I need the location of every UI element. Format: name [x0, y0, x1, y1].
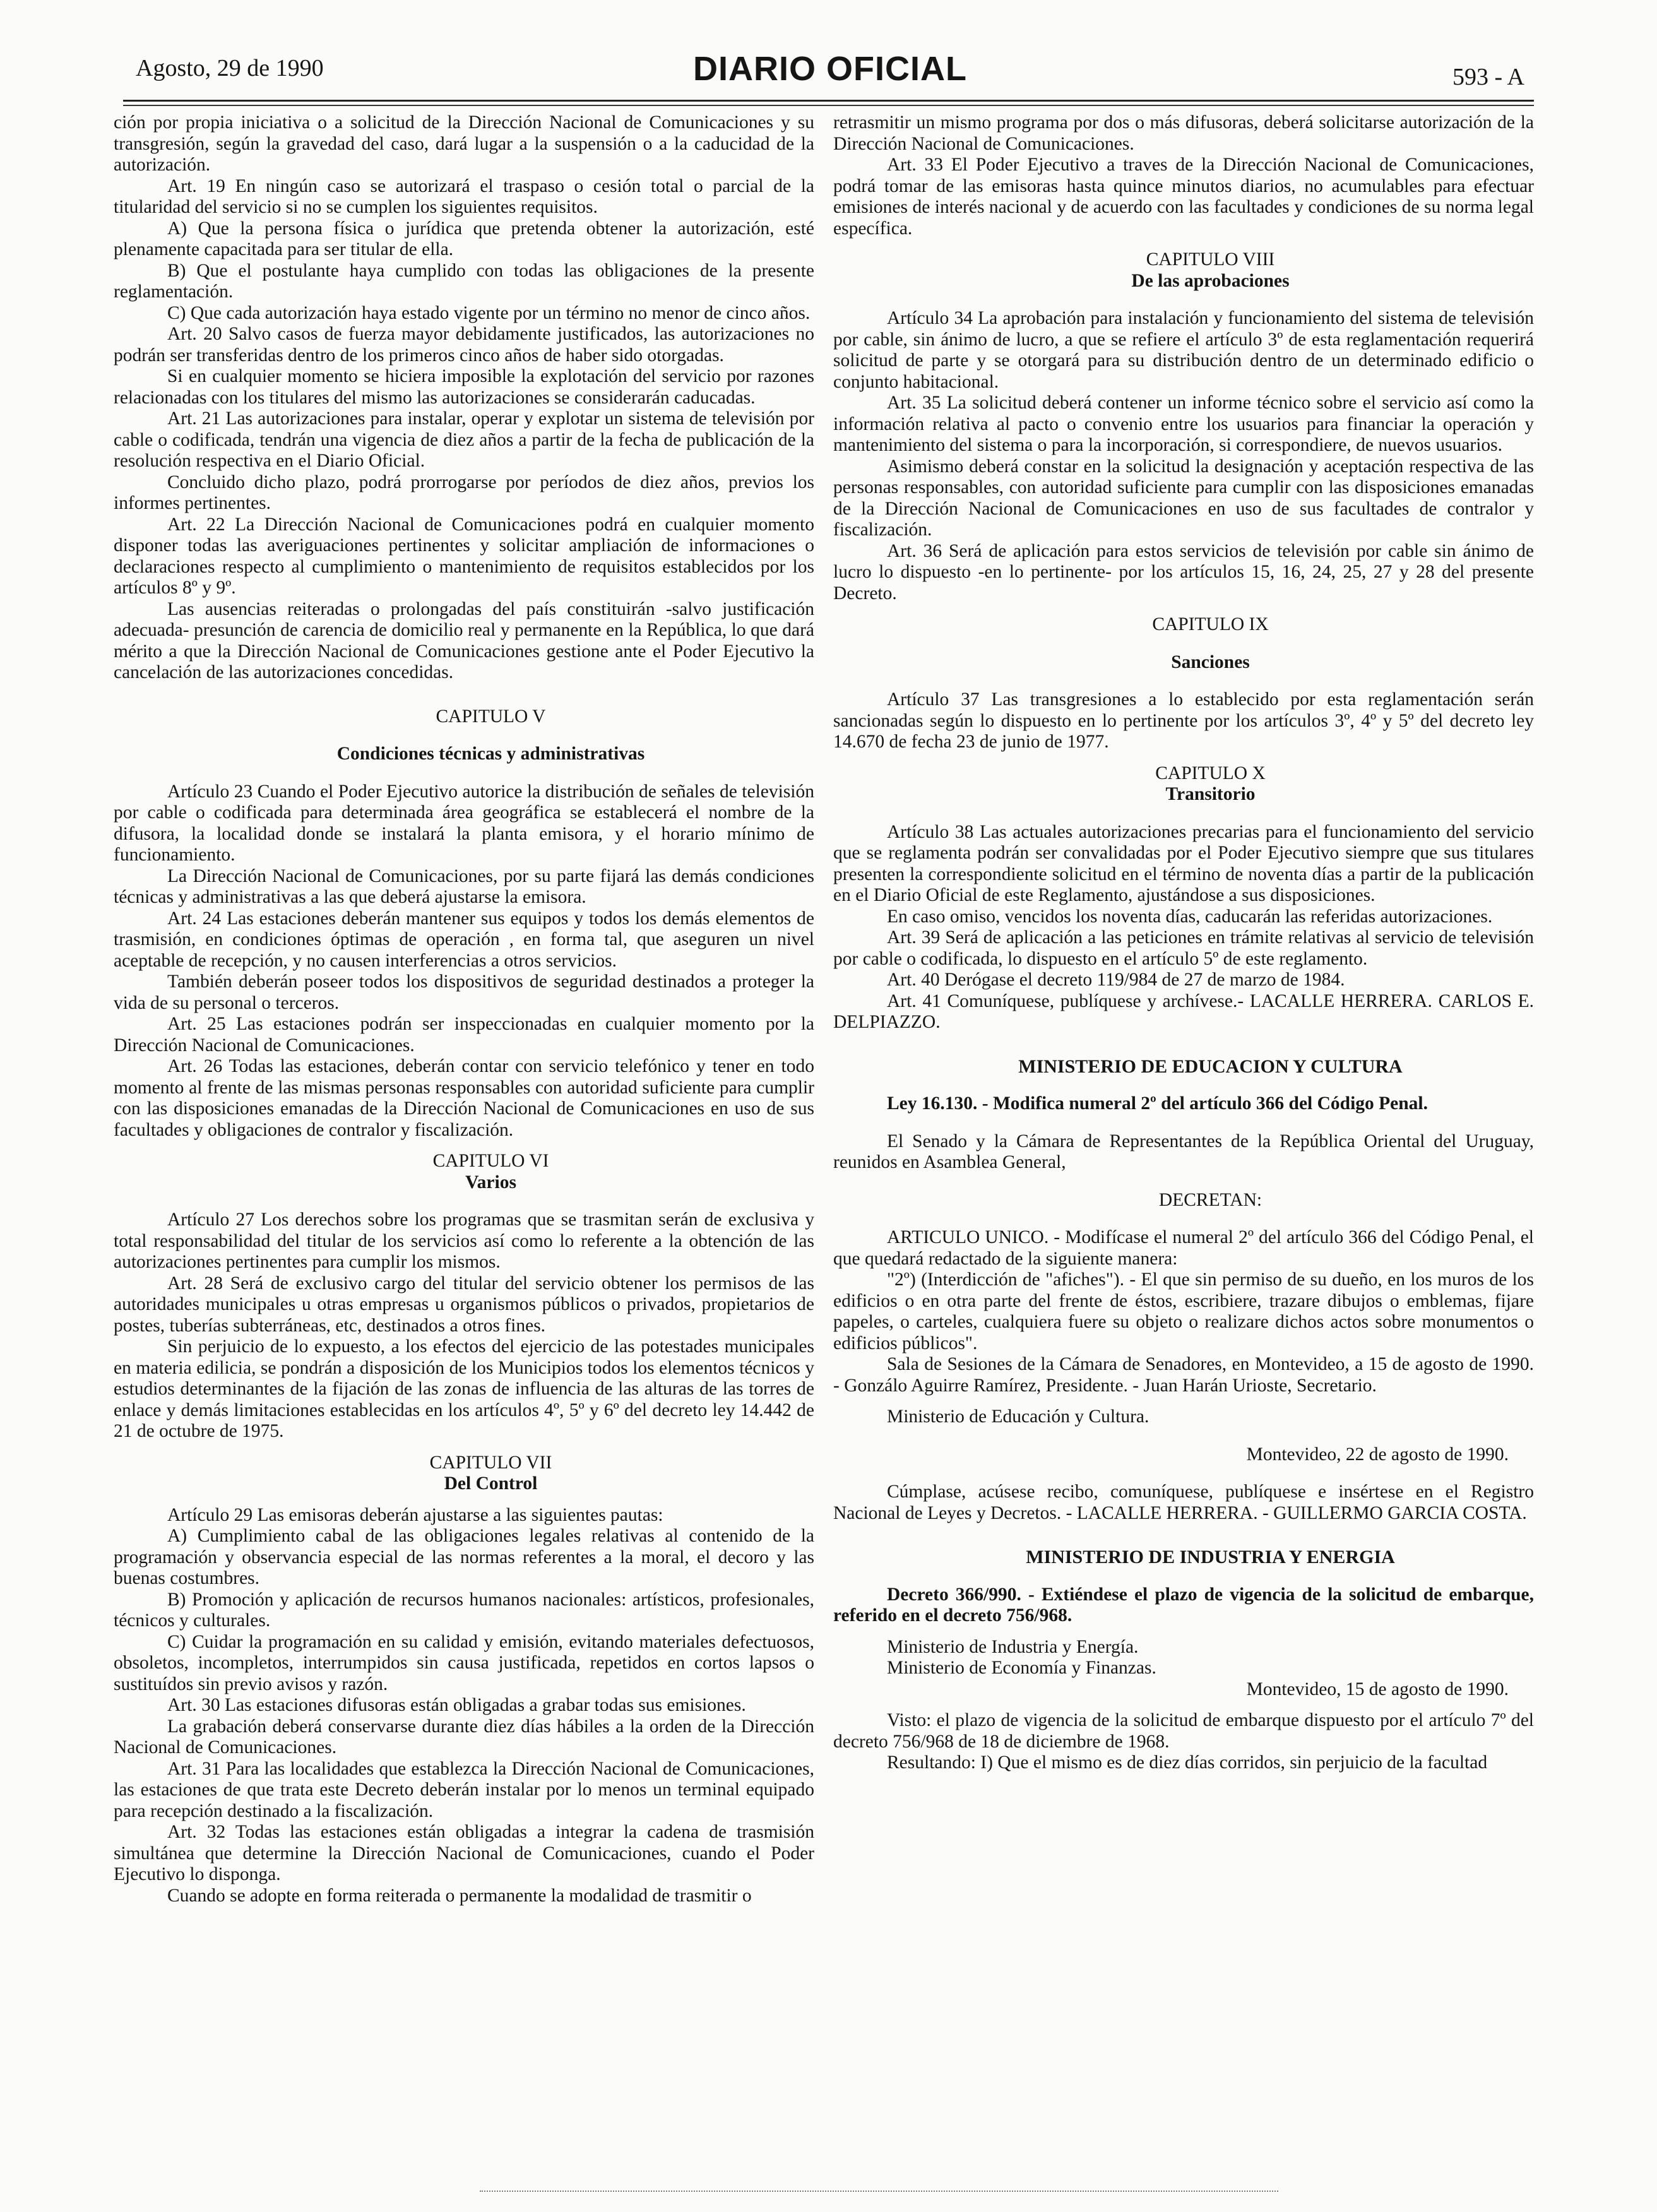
chapter-heading: CAPITULO X: [1155, 763, 1266, 783]
chapter-subheading: De las aprobaciones: [1131, 270, 1290, 291]
paragraph: Art. 36 Será de aplicación para estos servicios de televisión por cable sin ánimo de lucro lo dispuesto -en lo pertinente- por los artículos 15, 16, 24, 25, 27 y 28 del presente Decreto.: [833, 540, 1534, 604]
paragraph: Art. 39 Será de aplicación a las peticiones en trámite relativas al servicio de televisión por cable o codificada, lo dispuesto en el artículo 5º de este reglamento.: [833, 927, 1534, 969]
paragraph: Asimismo deberá constar en la solicitud la designación y aceptación respectiva de las personas responsables, con autoridad suficiente para cumplir con las disposiciones emanadas de la Dirección Nacional de Comunicaciones en uso de sus facultades de contralor y fiscalización.: [833, 456, 1534, 540]
chapter-heading: CAPITULO IX: [1152, 614, 1269, 634]
chapter-heading: CAPITULO VI: [432, 1151, 549, 1171]
paragraph: Art. 35 La solicitud deberá contener un informe técnico sobre el servicio así como la información relativa al pacto o convenio entre los usuarios para financiar la operación y mantenimiento del sistema o para la incorporación, si correspondiere, de nuevos usuarios.: [833, 393, 1534, 455]
footer-rule: [480, 2191, 1278, 2192]
paragraph: Artículo 29 Las emisoras deberán ajustarse a las siguientes pautas:: [167, 1504, 663, 1525]
paragraph: Art. 20 Salvo casos de fuerza mayor debidamente justificados, las autorizaciones no podrán ser transferidas dentro de los primeros cinco años de haber sido otorgadas.: [114, 324, 814, 366]
publication-title: DIARIO OFICIAL: [693, 50, 967, 88]
paragraph: Resultando: I) Que el mismo es de diez días corridos, sin perjuicio de la facultad: [887, 1752, 1488, 1773]
paragraph: Artículo 38 Las actuales autorizaciones precarias para el funcionamiento del servicio que se reglamenta podrán ser convalidadas por el Poder Ejecutivo siempre que sus titulares presenten la correspondiente solicitud en el término de noventa días a partir de la publicación en el Diario Oficial de este Reglamento, ajustándose a sus disposiciones.: [833, 821, 1534, 905]
paragraph: Art. 41 Comuníquese, publíquese y archívese.- LACALLE HERRERA. CARLOS E. DELPIAZZO.: [833, 990, 1534, 1032]
paragraph: Concluido dicho plazo, podrá prorrogarse por períodos de diez años, previos los informes pertinentes.: [114, 472, 814, 513]
paragraph: Si en cualquier momento se hiciera imposible la explotación del servicio por razones relacionadas con los titulares del mismo las autorizaciones se considerarán caducadas.: [114, 366, 814, 408]
paragraph: Cúmplase, acúsese recibo, comuníquese, publíquese e insértese en el Registro Nacional de Leyes y Decretos. - LACALLE HERRERA. - GUILLERMO GARCIA COSTA.: [833, 1482, 1534, 1523]
ministry-heading: MINISTERIO DE EDUCACION Y CULTURA: [1018, 1055, 1403, 1077]
page-header: [136, 49, 1524, 100]
paragraph: C) Que cada autorización haya estado vigente por un término no menor de cinco años.: [167, 302, 811, 323]
paragraph: ción por propia iniciativa o a solicitud de la Dirección Nacional de Comunicaciones y su transgresión, según la gravedad del caso, dará lugar a la suspensión o a la caducidad de la autorización.: [114, 112, 814, 175]
paragraph: A) Cumplimiento cabal de las obligaciones legales relativas al contenido de la programación y observancia especial de las normas referentes a la moral, el decoro y las buenas costumbres.: [114, 1526, 814, 1588]
paragraph: ARTICULO UNICO. - Modifícase el numeral 2º del artículo 366 del Código Penal, el que quedará redactado de la siguiente manera:: [833, 1227, 1534, 1269]
paragraph: La Dirección Nacional de Comunicaciones, por su parte fijará las demás condiciones técnicas y administrativas a las que deberá ajustarse la emisora.: [114, 865, 814, 907]
chapter-subheading: Del Control: [444, 1473, 538, 1494]
chapter-heading: CAPITULO VIII: [1146, 249, 1275, 270]
date-line: Montevideo, 15 de agosto de 1990.: [1246, 1679, 1509, 1699]
paragraph: Artículo 27 Los derechos sobre los programas que se trasmitan serán de exclusiva y total responsabilidad del titular de los servicios así como lo referente a la obtención de las autorizaciones pertinentes para cumplir los mismos.: [114, 1210, 814, 1272]
paragraph: También deberán poseer todos los dispositivos de seguridad destinados a proteger la vida de su personal o terceros.: [114, 972, 814, 1013]
paragraph: Sala de Sesiones de la Cámara de Senadores, en Montevideo, a 15 de agosto de 1990. - Gonzálo Aguirre Ramírez, Presidente. - Juan Harán Urioste, Secretario.: [833, 1354, 1534, 1396]
chapter-subheading: Sanciones: [1171, 651, 1250, 672]
chapter-subheading: Varios: [465, 1172, 516, 1192]
paragraph: Art. 33 El Poder Ejecutivo a traves de la Dirección Nacional de Comunicaciones, podrá tomar de las emisoras hasta quince minutos diarios, no acumulables para efectuar emisiones de interés nacional y de acuerdo con las facultades y condiciones de su norma legal específica.: [833, 155, 1534, 239]
page-number: 593 - A: [1452, 64, 1524, 90]
paragraph: Ministerio de Economía y Finanzas.: [887, 1658, 1156, 1678]
paragraph: Art. 19 En ningún caso se autorizará el traspaso o cesión total o parcial de la titularidad del servicio si no se cumplen los siguientes requisitos.: [114, 175, 814, 217]
paragraph: Artículo 37 Las transgresiones a lo establecido por esta reglamentación serán sancionadas según lo dispuesto en lo pertinente por los artículos 3º, 4º y 5º del decreto ley 14.670 de fecha 23 de junio de 1977.: [833, 689, 1534, 752]
chapter-heading: CAPITULO V: [436, 706, 546, 727]
paragraph: Cuando se adopte en forma reiterada o permanente la modalidad de trasmitir o: [167, 1885, 752, 1906]
chapter-subheading: Condiciones técnicas y administrativas: [336, 744, 645, 764]
paragraph: retrasmitir un mismo programa por dos o más difusoras, deberá solicitarse autorización de la Dirección Nacional de Comunicaciones.: [833, 112, 1534, 154]
paragraph: Art. 26 Todas las estaciones, deberán contar con servicio telefónico y tener en todo momento al frente de las mismas personas responsables con autoridad suficiente para cumplir con las disposiciones emanadas de la Dirección Nacional de Comunicaciones en uso de sus facultades y obligaciones de contralor y fiscalización.: [114, 1056, 814, 1140]
right-column: [833, 112, 1534, 1774]
paragraph: "2º) (Interdicción de "afiches"). - El que sin permiso de su dueño, en los muros de los edificios o en otra parte del frente de éstos, escribiere, trazare dibujos o emblemas, fijare papeles, o carteles, cualquiera fuere su objeto o realizare dichos actos sobre monumentos o edificios públicos".: [833, 1270, 1534, 1353]
header-rule: [123, 100, 1534, 102]
decretan-heading: DECRETAN:: [1158, 1189, 1262, 1210]
law-title: Ley 16.130. - Modifica numeral 2º del artículo 366 del Código Penal.: [887, 1093, 1428, 1114]
paragraph: B) Que el postulante haya cumplido con todas las obligaciones de la presente reglamentación.: [114, 260, 814, 302]
paragraph: Ministerio de Industria y Energía.: [887, 1636, 1139, 1657]
paragraph: Art. 40 Derógase el decreto 119/984 de 27 de marzo de 1984.: [887, 970, 1345, 990]
issue-date: Agosto, 29 de 1990: [136, 55, 324, 81]
paragraph: Art. 31 Para las localidades que establezca la Dirección Nacional de Comunicaciones, las estaciones de que trata este Decreto deberán instalar por lo menos un terminal equipado para recepción destinado a la fiscalización.: [114, 1758, 814, 1821]
date-line: Montevideo, 22 de agosto de 1990.: [1246, 1444, 1509, 1465]
paragraph: Art. 22 La Dirección Nacional de Comunicaciones podrá en cualquier momento disponer todas las averiguaciones pertinentes y solicitar ampliación de informaciones o declaraciones respecto al cumplimiento o mantenimiento de requisitos establecidos por los artículos 8º y 9º.: [114, 514, 814, 598]
chapter-subheading: Transitorio: [1165, 784, 1256, 804]
paragraph: Art. 30 Las estaciones difusoras están obligadas a grabar todas sus emisiones.: [167, 1695, 746, 1715]
paragraph: Las ausencias reiteradas o prolongadas del país constituirán -salvo justificación adecuada- presunción de carencia de domicilio real y permanente en la República, lo que dará mérito a que la Dirección Nacional de Comunicaciones gestione ante el Poder Ejecutivo la cancelación de las autorizaciones concedidas.: [114, 598, 814, 682]
paragraph: Art. 25 Las estaciones podrán ser inspeccionadas en cualquier momento por la Dirección Nacional de Comunicaciones.: [114, 1014, 814, 1055]
paragraph: Sin perjuicio de lo expuesto, a los efectos del ejercicio de las potestades municipales en materia edilicia, se pondrán a disposición de los Municipios todos los elementos técnicos y estudios determinantes de la fijación de las zonas de influencia de las alturas de las torres de enlace y demás limitaciones establecidas en los artículos 4º, 5º y 6º del decreto ley 14.442 de 21 de octubre de 1975.: [114, 1336, 814, 1441]
paragraph: Artículo 34 La aprobación para instalación y funcionamiento del sistema de televisión por cable, sin ánimo de lucro, a que se refiere el artículo 3º de esta reglamentación requerirá solicitud de parte y se otorgará para su distribución dentro de un determinado edificio o conjunto habitacional.: [833, 308, 1534, 392]
header-rule-secondary: [123, 105, 1534, 106]
paragraph: Art. 32 Todas las estaciones están obligadas a integrar la cadena de trasmisión simultánea que determine la Dirección Nacional de Comunicaciones, cuando el Poder Ejecutivo lo disponga.: [114, 1822, 814, 1884]
paragraph: Art. 28 Será de exclusivo cargo del titular del servicio obtener los permisos de las autoridades municipales u otras empresas u organismos públicos o privados, propietarios de postes, tuberías subterráneas, etc, destinados a otros fines.: [114, 1273, 814, 1336]
chapter-heading: CAPITULO VII: [429, 1452, 552, 1473]
paragraph: La grabación deberá conservarse durante diez días hábiles a la orden de la Dirección Nacional de Comunicaciones.: [114, 1716, 814, 1757]
paragraph: A) Que la persona física o jurídica que pretenda obtener la autorización, esté plenamente capacitada para ser titular de ella.: [114, 218, 814, 259]
left-column: [114, 112, 814, 1906]
paragraph: El Senado y la Cámara de Representantes de la República Oriental del Uruguay, reunidos en Asamblea General,: [833, 1131, 1534, 1172]
paragraph: B) Promoción y aplicación de recursos humanos nacionales: artísticos, profesionales, técnicos y culturales.: [114, 1589, 814, 1631]
decree-title: Decreto 366/990. - Extiéndese el plazo de vigencia de la solicitud de embarque, referido en el decreto 756/968.: [833, 1584, 1534, 1626]
paragraph: Art. 21 Las autorizaciones para instalar, operar y explotar un sistema de televisión por cable o codificada, tendrán una vigencia de diez años a partir de la fecha de publicación de la resolución respectiva en el Diario Oficial.: [114, 408, 814, 471]
paragraph: Visto: el plazo de vigencia de la solicitud de embarque dispuesto por el artículo 7º del decreto 756/968 de 18 de diciembre de 1968.: [833, 1710, 1534, 1752]
ministry-heading: MINISTERIO DE INDUSTRIA Y ENERGIA: [1026, 1547, 1395, 1567]
paragraph: En caso omiso, vencidos los noventa días, caducarán las referidas autorizaciones.: [887, 906, 1493, 927]
paragraph: Art. 24 Las estaciones deberán mantener sus equipos y todos los demás elementos de trasmisión, en condiciones óptimas de operación , en forma tal, que aseguren un nivel aceptable de recepción, y no causen interferencias a otros servicios.: [114, 908, 814, 971]
paragraph: Artículo 23 Cuando el Poder Ejecutivo autorice la distribución de señales de televisión por cable o codificada para determinada área geográfica se establecerá el nombre de la difusora, la localidad donde se instalará la planta emisora, y el horario mínimo de funcionamiento.: [114, 781, 814, 865]
paragraph: Ministerio de Educación y Cultura.: [887, 1406, 1149, 1427]
paragraph: C) Cuidar la programación en su calidad y emisión, evitando materiales defectuosos, obsoletos, incompletos, interrumpidos sin causa justificada, repetidos en cortos lapsos o sustituídos sin previo avisos y razón.: [114, 1631, 814, 1694]
